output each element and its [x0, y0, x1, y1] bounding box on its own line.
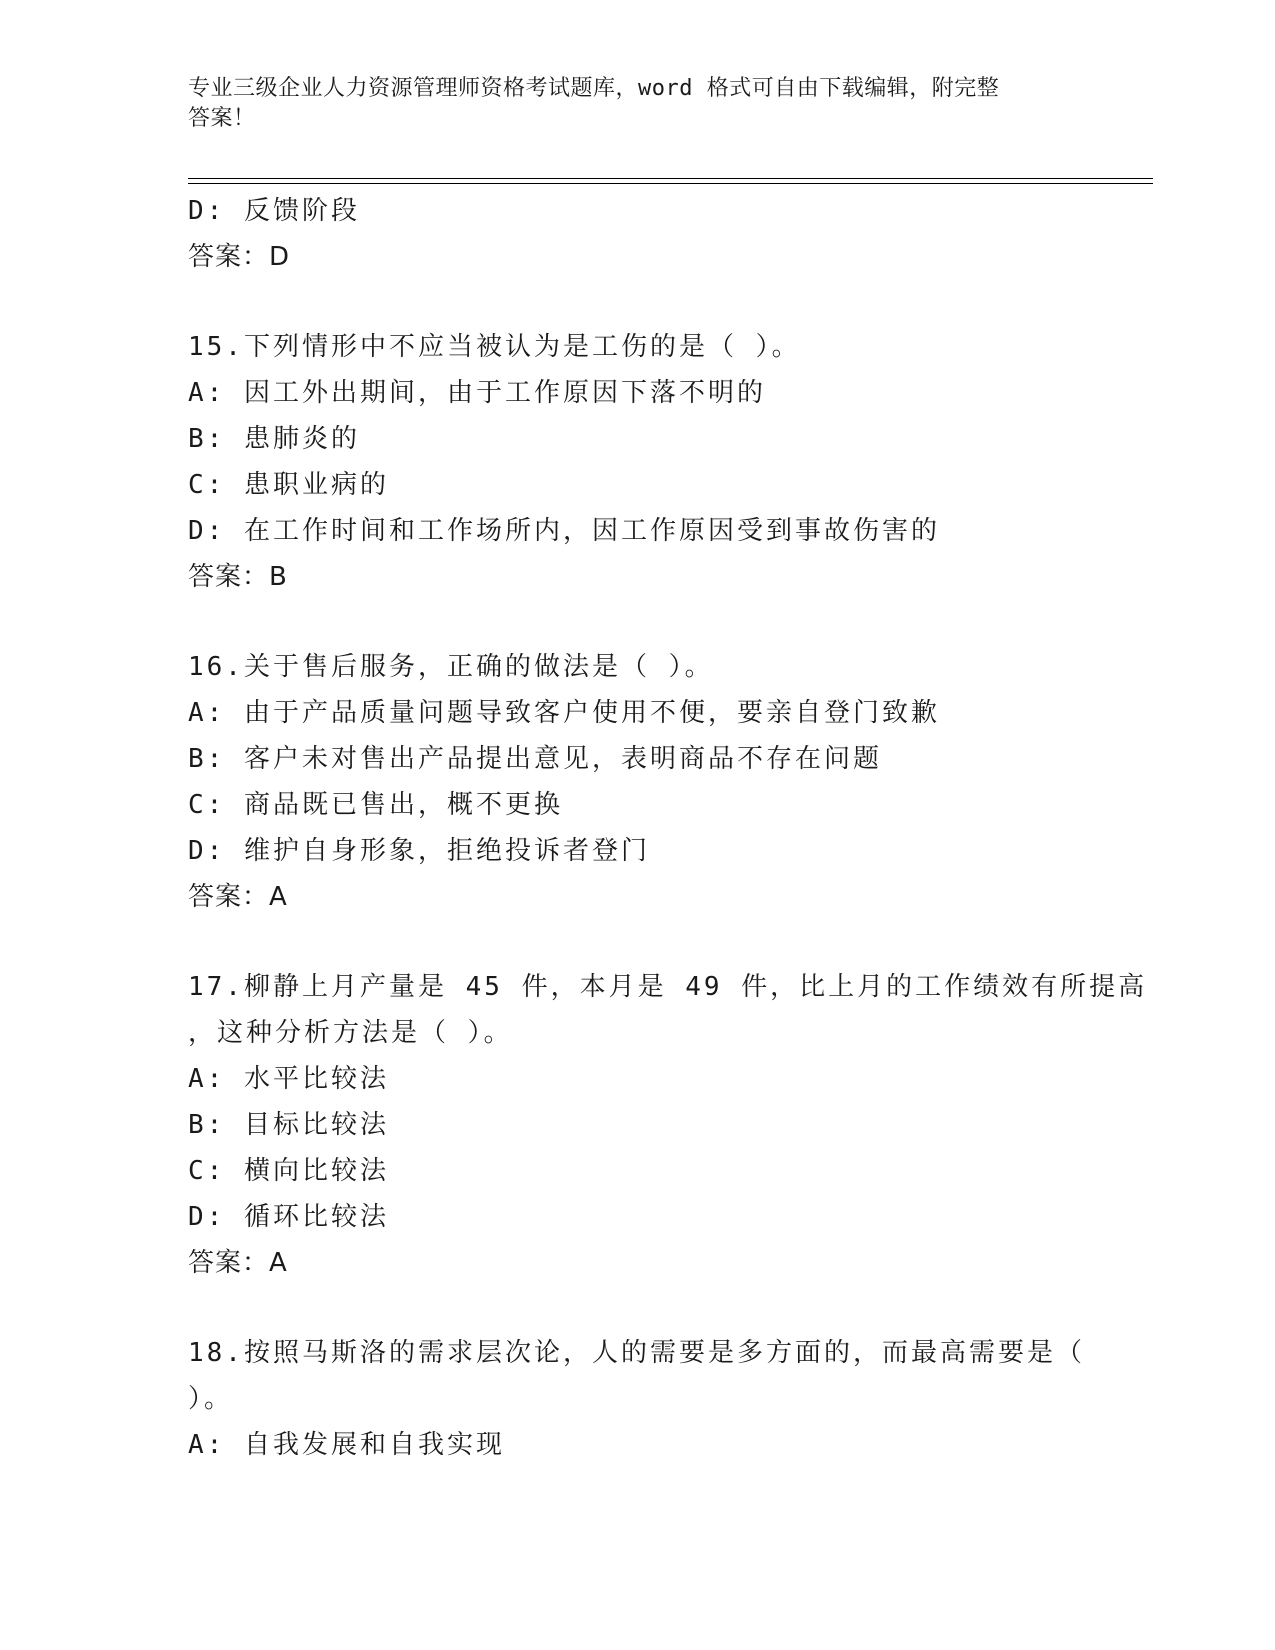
header-rule-top: [188, 178, 1153, 179]
answer-line: 答案：B: [188, 562, 288, 592]
option-d: D: 维护自身形象，拒绝投诉者登门: [188, 836, 650, 866]
question-stem-continued: ）。: [188, 1384, 234, 1414]
option-d: D: 循环比较法: [188, 1202, 389, 1232]
question-block: [188, 188, 1153, 280]
option-c: C: 横向比较法: [188, 1156, 389, 1186]
option-d: D: 在工作时间和工作场所内，因工作原因受到事故伤害的: [188, 516, 940, 546]
option-a: A: 由于产品质量问题导致客户使用不便，要亲自登门致歉: [188, 698, 940, 728]
question-stem: 17.柳静上月产量是 45 件，本月是 49 件，比上月的工作绩效有所提高: [188, 972, 1148, 1002]
header-line-1: 专业三级企业人力资源管理师资格考试题库，word 格式可自由下载编辑，附完整: [188, 76, 1000, 101]
document-header: [188, 74, 1088, 134]
question-stem: 16.关于售后服务，正确的做法是（ ）。: [188, 652, 714, 682]
question-stem: 18.按照马斯洛的需求层次论，人的需要是多方面的，而最高需要是（: [188, 1338, 1085, 1368]
answer-line: 答案：A: [188, 1248, 288, 1278]
option-a: A: 因工外出期间，由于工作原因下落不明的: [188, 378, 766, 408]
question-block: [188, 964, 1153, 1286]
question-list: [188, 188, 1153, 1468]
answer-line: 答案：D: [188, 242, 291, 272]
option-c: C: 患职业病的: [188, 470, 389, 500]
question-stem: 15.下列情形中不应当被认为是工伤的是（ ）。: [188, 332, 801, 362]
question-block: [188, 324, 1153, 600]
option-a: A: 自我发展和自我实现: [188, 1430, 505, 1460]
option-b: B: 患肺炎的: [188, 424, 360, 454]
option-c: C: 商品既已售出，概不更换: [188, 790, 563, 820]
option-b: B: 目标比较法: [188, 1110, 389, 1140]
question-block: [188, 644, 1153, 920]
header-rule-bottom: [188, 183, 1153, 184]
question-block: [188, 1330, 1153, 1468]
answer-line: 答案：A: [188, 882, 288, 912]
question-stem-continued: ，这种分析方法是（ ）。: [188, 1018, 513, 1048]
option-b: B: 客户未对售出产品提出意见，表明商品不存在问题: [188, 744, 882, 774]
option-a: A: 水平比较法: [188, 1064, 389, 1094]
option-d: D: 反馈阶段: [188, 196, 360, 226]
header-line-2: 答案！: [188, 106, 256, 131]
